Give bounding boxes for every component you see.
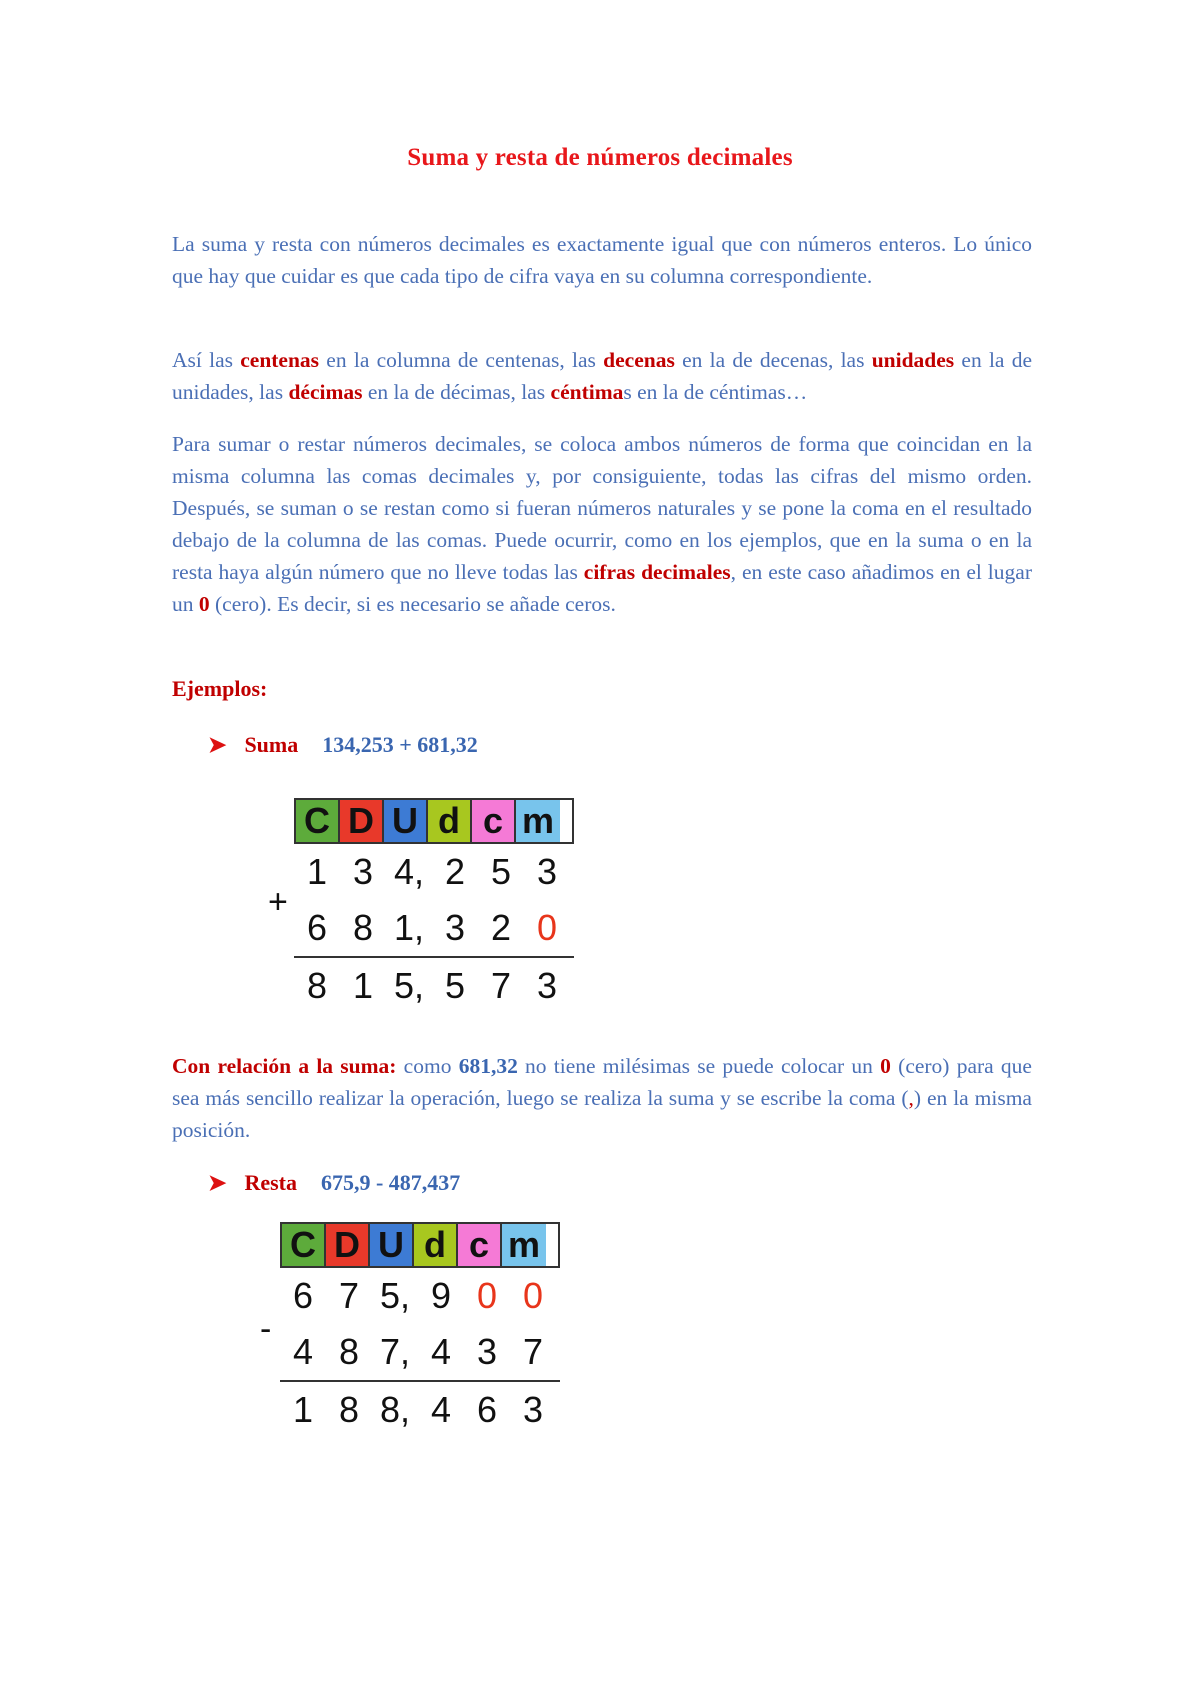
result-row [280, 1382, 560, 1438]
digit-cell: 3 [444, 907, 466, 948]
header-cell: c [472, 800, 516, 842]
digit-cell: 5, [393, 965, 425, 1006]
digit-cell: 8 [338, 1389, 360, 1430]
addend-row [294, 900, 574, 956]
arrow-bullet-icon: ➤ [208, 1170, 227, 1195]
sum-example-line: ➤ Suma 134,253 + 681,32 [208, 732, 478, 757]
sub-operation-table [280, 1222, 560, 1438]
sum-note-paragraph: Con relación a la suma: como 681,32 no tiene milésimas se puede colocar un 0 (cero) para que sea más sencillo realizar la operación, luego se realiza la suma y se escribe la coma (,) en la misma posición. [172, 1054, 1032, 1142]
sum-operation-table [294, 798, 574, 1014]
digit-cell: 7, [379, 1331, 411, 1372]
digit-cell: 5 [444, 965, 466, 1006]
header-cell: C [296, 800, 340, 842]
arrow-bullet-icon: ➤ [208, 732, 227, 757]
subtrahend-row [280, 1324, 560, 1380]
page-title: Suma y resta de números decimales [407, 144, 793, 171]
digit-cell: 5, [379, 1275, 411, 1316]
method-paragraph: Para sumar o restar números decimales, se coloca ambos números de forma que coincidan en la misma columna las comas decimales y, por consiguiente, todas las cifras del mismo orden. Después, se suman o se restan como si fueran números naturales y se pone la coma en el resultado debajo de la columna de las comas. Puede ocurrir, como en los ejemplos, que en la suma o en la resta haya algún número que no lleve todas las cifras decimales, en este caso añadimos en el lugar un 0 (cero). Es decir, si es necesario se añade ceros. [172, 432, 1032, 616]
digit-cell: 4 [430, 1389, 452, 1430]
digit-cell: 1 [292, 1389, 314, 1430]
header-cell: c [458, 1224, 502, 1266]
digit-cell: 7 [338, 1275, 360, 1316]
digit-cell: 0 [476, 1275, 498, 1316]
header-cell: d [414, 1224, 458, 1266]
digit-cell: 6 [292, 1275, 314, 1316]
sub-example-line: ➤ Resta 675,9 - 487,437 [208, 1170, 461, 1195]
digit-cell: 6 [306, 907, 328, 948]
header-cell: U [370, 1224, 414, 1266]
digit-cell: 3 [352, 851, 374, 892]
place-value-header [280, 1222, 560, 1268]
header-cell: m [516, 800, 560, 842]
header-cell: D [340, 800, 384, 842]
header-cell: d [428, 800, 472, 842]
digit-cell: 6 [476, 1389, 498, 1430]
digit-cell: 8, [379, 1389, 411, 1430]
digit-cell: 1, [393, 907, 425, 948]
header-cell: U [384, 800, 428, 842]
digit-cell: 3 [536, 851, 558, 892]
minus-sign: - [260, 1310, 272, 1348]
addend-row [294, 844, 574, 900]
digit-cell: 9 [430, 1275, 452, 1316]
digit-cell: 7 [522, 1331, 544, 1372]
digit-cell: 4 [430, 1331, 452, 1372]
examples-heading: Ejemplos: [172, 676, 268, 701]
header-cell: D [326, 1224, 370, 1266]
intro-paragraph: La suma y resta con números decimales es exactamente igual que con números enteros. Lo único que hay que cuidar es que cada tipo de cifra vaya en su columna correspondiente. [172, 232, 1032, 288]
digit-cell: 2 [444, 851, 466, 892]
header-cell: m [502, 1224, 546, 1266]
digit-cell: 3 [536, 965, 558, 1006]
digit-cell: 1 [352, 965, 374, 1006]
header-cell: C [282, 1224, 326, 1266]
digit-cell: 0 [536, 907, 558, 948]
minuend-row [280, 1268, 560, 1324]
digit-cell: 1 [306, 851, 328, 892]
place-value-header [294, 798, 574, 844]
digit-cell: 3 [522, 1389, 544, 1430]
plus-sign: + [268, 883, 288, 921]
digit-cell: 4, [393, 851, 425, 892]
digit-cell: 4 [292, 1331, 314, 1372]
digit-cell: 0 [522, 1275, 544, 1316]
digit-cell: 5 [490, 851, 512, 892]
digit-cell: 3 [476, 1331, 498, 1372]
result-row [294, 958, 574, 1014]
digit-cell: 8 [338, 1331, 360, 1372]
digit-cell: 8 [352, 907, 374, 948]
digit-cell: 7 [490, 965, 512, 1006]
digit-cell: 8 [306, 965, 328, 1006]
digit-cell: 2 [490, 907, 512, 948]
place-values-paragraph: Así las centenas en la columna de centenas, las decenas en la de decenas, las unidades en la de unidades, las décimas en la de décimas, las céntimas en la de céntimas… [172, 348, 1032, 404]
